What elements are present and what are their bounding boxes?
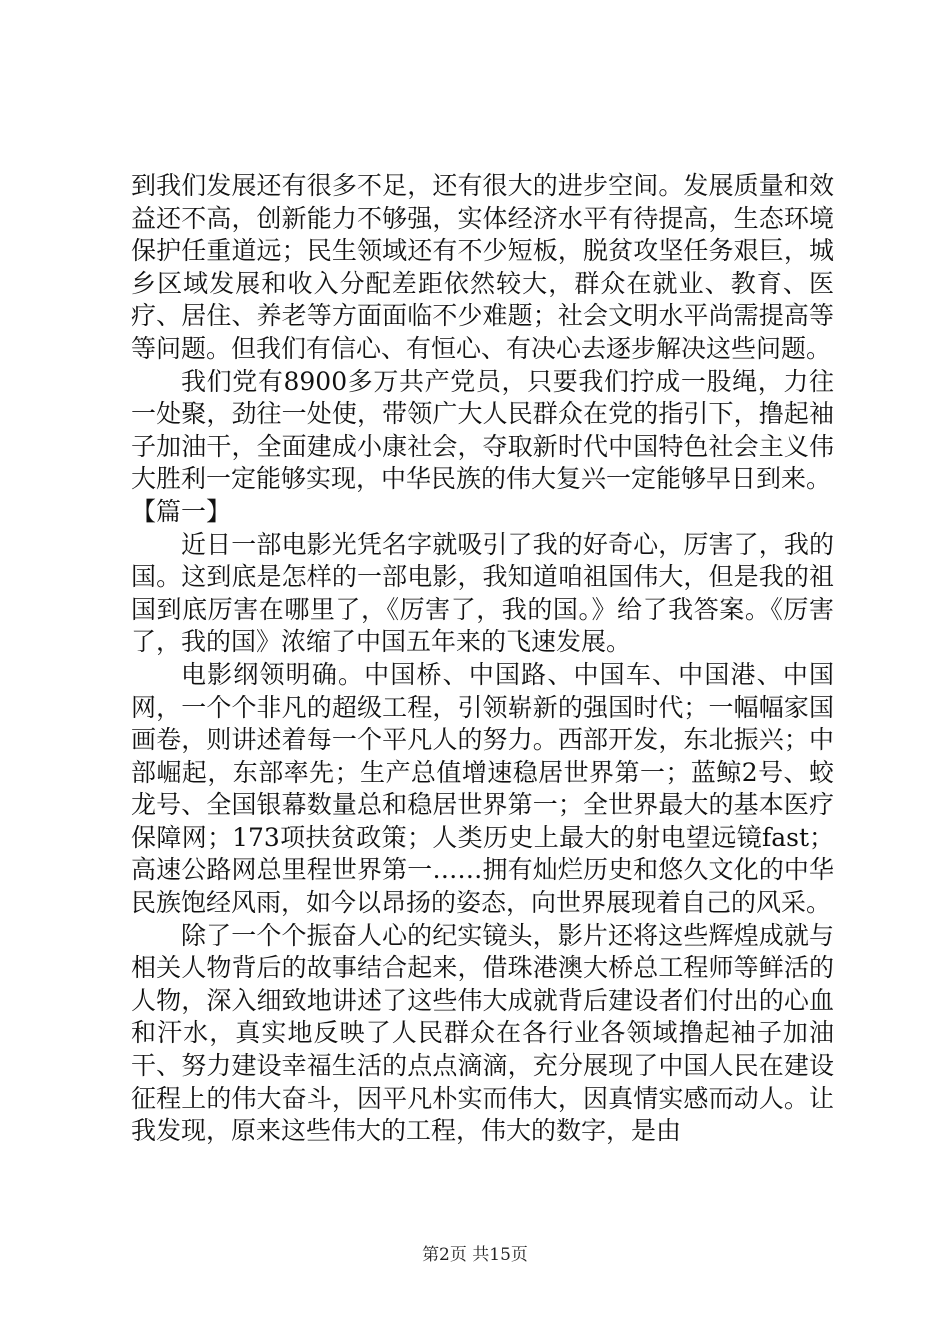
section-heading: 【篇一】 xyxy=(131,496,232,526)
paragraph: 我们党有8900多万共产党员，只要我们拧成一股绳，力往一处聚，劲往一处使，带领广大人民群众在党的指引下，撸起袖子加油干，全面建成小康社会，夺取新时代中国特色社会主义伟大胜利一定能够实现，中华民族的伟大复兴一定能够早日到来。 xyxy=(131,366,834,494)
paragraph: 除了一个个振奋人心的纪实镜头，影片还将这些辉煌成就与相关人物背后的故事结合起来，借珠港澳大桥总工程师等鲜活的人物，深入细致地讲述了这些伟大成就背后建设者们付出的心血和汗水，真实地反映了人民群众在各行业各领域撸起袖子加油干、努力建设幸福生活的点点滴滴，充分展现了中国人民在建设征程上的伟大奋斗，因平凡朴实而伟大，因真情实感而动人。让我发现，原来这些伟大的工程，伟大的数字，是由 xyxy=(131,920,834,1146)
document-body xyxy=(131,170,834,1148)
page-number-footer: 第2页 共15页 xyxy=(422,1245,528,1265)
paragraph-continued: 到我们发展还有很多不足，还有很大的进步空间。发展质量和效益还不高，创新能力不够强，实体经济水平有待提高，生态环境保护任重道远；民生领域还有不少短板，脱贫攻坚任务艰巨，城乡区域发展和收入分配差距依然较大，群众在就业、教育、医疗、居住、养老等方面面临不少难题；社会文明水平尚需提高等等问题。但我们有信心、有恒心、有决心去逐步解决这些问题。 xyxy=(131,171,834,363)
paragraph: 近日一部电影光凭名字就吸引了我的好奇心，厉害了，我的国。这到底是怎样的一部电影，我知道咱祖国伟大，但是我的祖国到底厉害在哪里了，《厉害了，我的国。》给了我答案。《厉害了，我的国》浓缩了中国五年来的飞速发展。 xyxy=(131,529,834,657)
paragraph: 电影纲领明确。中国桥、中国路、中国车、中国港、中国网，一个个非凡的超级工程，引领崭新的强国时代；一幅幅家国画卷，则讲述着每一个平凡人的努力。西部开发，东北振兴；中部崛起，东部率先；生产总值增速稳居世界第一；蓝鲸2号、蛟龙号、全国银幕数量总和稳居世界第一；全世界最大的基本医疗保障网；173项扶贫政策；人类历史上最大的射电望远镜fast；高速公路网总里程世界第一……拥有灿烂历史和悠久文化的中华民族饱经风雨，如今以昂扬的姿态，向世界展现着自己的风采。 xyxy=(131,659,834,918)
